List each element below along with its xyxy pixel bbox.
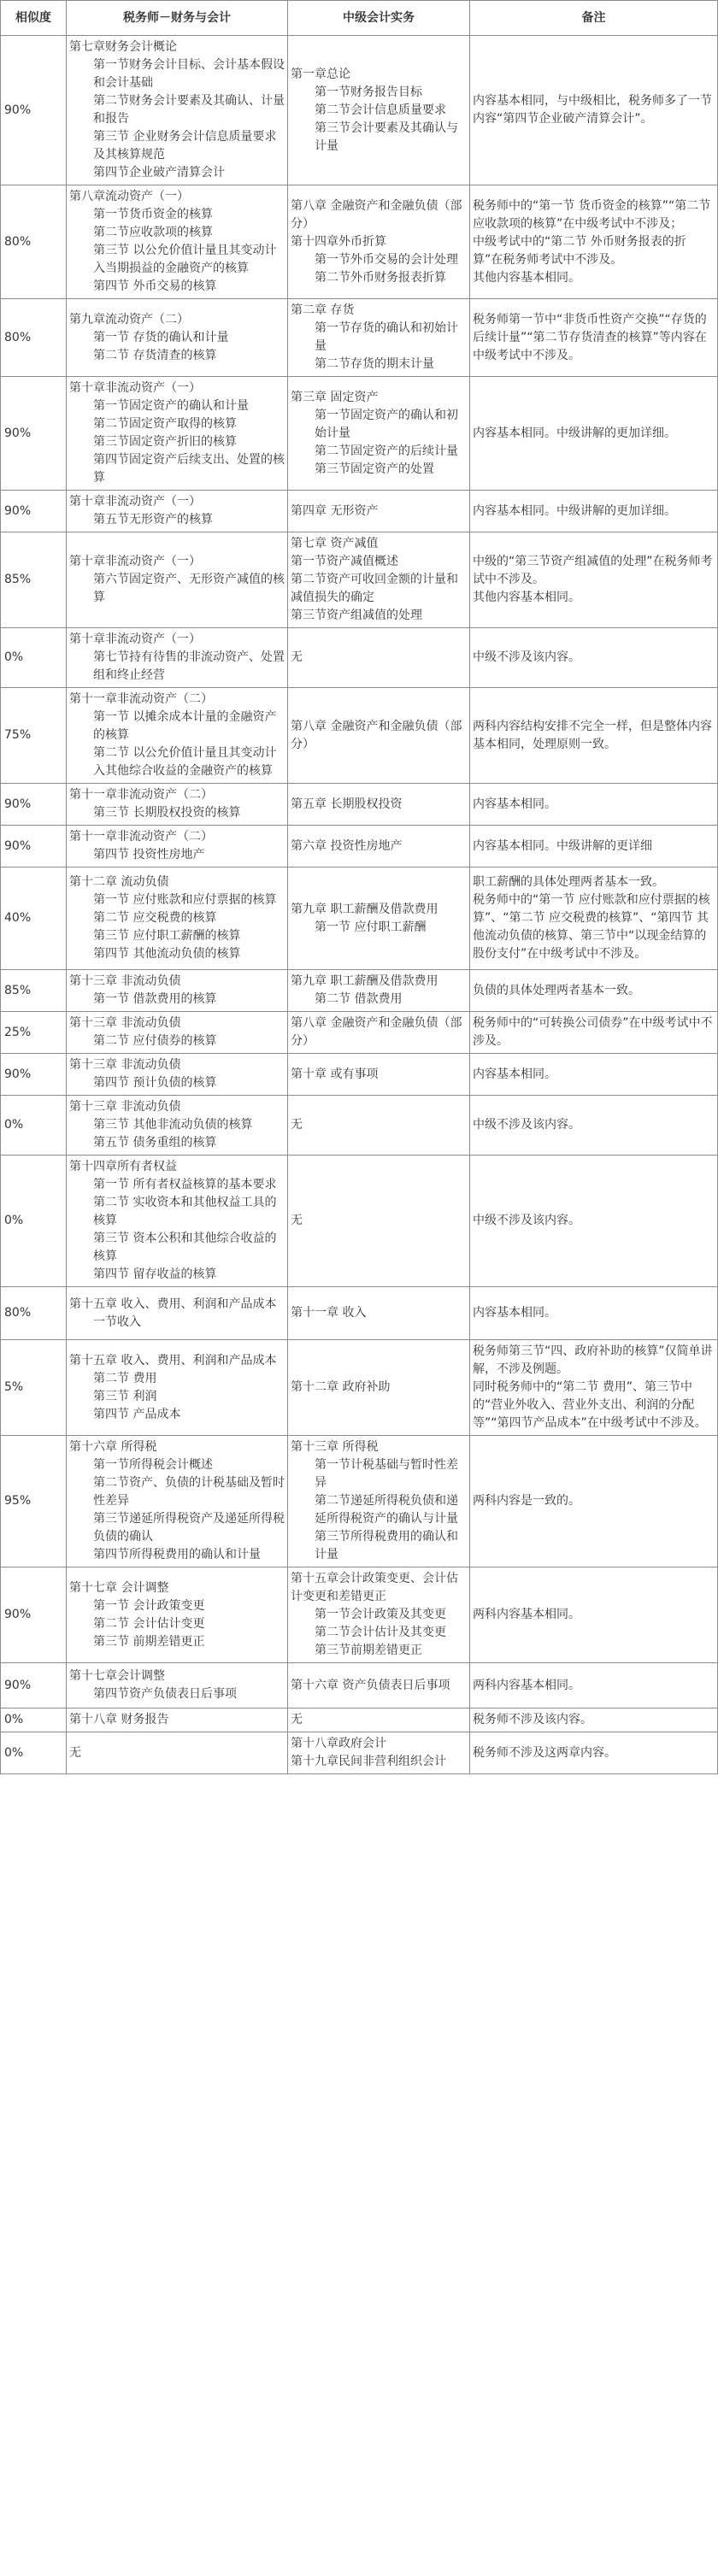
accounting-chapters-cell	[288, 688, 470, 784]
cell-line: 第七节持有待售的非流动资产、处置组和终止经营	[93, 650, 285, 682]
accounting-chapters-cell	[288, 867, 470, 970]
cell-line: 第五章 长期股权投资	[291, 797, 403, 811]
tax-chapters-cell	[67, 1156, 288, 1287]
similarity-cell: 90%	[1, 1567, 67, 1663]
cell-line: 第十八章政府会计	[291, 1737, 386, 1750]
remark-line: 内容基本相同。中级讲解的更加详细。	[473, 503, 676, 518]
similarity-cell: 40%	[1, 867, 67, 970]
accounting-chapters-cell	[288, 826, 470, 867]
tax-chapters-cell	[67, 185, 288, 299]
tax-chapters-cell	[67, 1340, 288, 1436]
header-similarity: 相似度	[1, 1, 67, 36]
tax-chapters-cell	[67, 1436, 288, 1567]
cell-line: 第七章财务会计概论	[69, 40, 177, 54]
cell-line: 第二节 实收资本和其他权益工具的核算	[93, 1196, 277, 1227]
similarity-cell: 0%	[1, 1096, 67, 1156]
accounting-chapters-cell	[288, 299, 470, 377]
cell-line: 第十五章会计政策变更、会计估计变更和差错更正	[291, 1572, 458, 1603]
cell-line: 第一节所得税会计概述	[93, 1458, 213, 1472]
table-row	[1, 1663, 718, 1709]
table-row	[1, 1436, 718, 1567]
header-intermediate-accounting: 中级会计实务	[288, 1, 470, 36]
cell-line: 第一节货币资金的核算	[93, 208, 213, 221]
table-row	[1, 1732, 718, 1774]
similarity-cell: 5%	[1, 1340, 67, 1436]
cell-line: 第二节固定资产取得的核算	[93, 417, 237, 431]
cell-line: 第二节资产、负债的计税基础及暂时性差异	[93, 1476, 285, 1508]
cell-line: 第十一章非流动资产（二）	[69, 788, 213, 802]
header-row	[1, 1, 718, 36]
tax-chapters-cell	[67, 1663, 288, 1709]
remarks-cell	[470, 1340, 718, 1436]
cell-line: 第二节 会计估计变更	[93, 1616, 205, 1631]
cell-line: 第三节资产组减值的处理	[291, 609, 422, 622]
cell-line: 第一节外币交易的会计处理	[315, 252, 458, 267]
table-row	[1, 185, 718, 299]
similarity-cell: 90%	[1, 784, 67, 826]
accounting-chapters-cell	[288, 491, 470, 532]
remark-line: 税务师不涉及该内容。	[473, 1713, 592, 1726]
cell-line: 第一节 应付职工薪酬	[315, 920, 427, 934]
remarks-cell	[470, 688, 718, 784]
accounting-chapters-cell	[288, 1567, 470, 1663]
cell-line: 第二节 费用	[93, 1371, 157, 1385]
accounting-chapters-cell	[288, 970, 470, 1012]
cell-line: 第一节 借款费用的核算	[93, 992, 217, 1006]
cell-line: 第十三章 所得税	[291, 1440, 379, 1454]
cell-line: 第九章 职工薪酬及借款费用	[291, 974, 438, 988]
remarks-cell	[470, 1287, 718, 1340]
remarks-cell	[470, 1663, 718, 1709]
cell-line: 第四节 其他流动负债的核算	[93, 947, 241, 961]
table-row	[1, 377, 718, 491]
similarity-cell: 90%	[1, 36, 67, 185]
similarity-cell: 95%	[1, 1436, 67, 1567]
cell-line: 第一节 存货的确认和计量	[93, 330, 229, 344]
cell-line: 第二节固定资产的后续计量	[315, 444, 458, 458]
cell-line: 第十三章 非流动负债	[69, 1058, 181, 1072]
similarity-cell: 90%	[1, 377, 67, 491]
remarks-cell	[470, 532, 718, 628]
remarks-cell	[470, 36, 718, 185]
similarity-cell: 75%	[1, 688, 67, 784]
cell-line: 第三节前期差错更正	[315, 1644, 422, 1657]
cell-line: 第二节会计估计及其变更	[315, 1626, 446, 1639]
cell-line: 第三节 利润	[93, 1389, 157, 1403]
cell-line: 第四节所得税费用的确认和计量	[93, 1548, 261, 1561]
table-row	[1, 36, 718, 185]
remark-line: 两科内容基本相同。	[473, 1608, 580, 1621]
cell-line: 第十二章 流动负债	[69, 875, 169, 889]
cell-line: 第十章非流动资产（一）	[69, 381, 201, 395]
cell-line: 第四节 产品成本	[93, 1407, 181, 1421]
cell-line: 第二节 应付债券的核算	[93, 1034, 217, 1048]
cell-line: 第二节应收款项的核算	[93, 226, 213, 239]
cell-line: 无	[291, 1713, 303, 1726]
cell-line: 第五节 债务重组的核算	[93, 1136, 217, 1150]
cell-line: 第一节财务会计目标、会计基本假设和会计基础	[93, 58, 285, 90]
tax-chapters-cell	[67, 628, 288, 688]
similarity-cell: 0%	[1, 628, 67, 688]
cell-line: 第十三章 非流动负债	[69, 1016, 181, 1030]
remarks-cell	[470, 299, 718, 377]
remarks-cell	[470, 867, 718, 970]
remark-line: 内容基本相同。中级讲解的更加详细。	[473, 426, 676, 440]
table-row	[1, 784, 718, 826]
remarks-cell	[470, 784, 718, 826]
cell-line: 第十三章 非流动负债	[69, 974, 181, 988]
cell-line: 第十章非流动资产（一）	[69, 555, 201, 568]
similarity-cell: 90%	[1, 1663, 67, 1709]
cell-line: 第四节 外币交易的核算	[93, 279, 217, 293]
similarity-cell: 0%	[1, 1709, 67, 1732]
similarity-cell: 90%	[1, 491, 67, 532]
remark-line: 中级的“第三节资产组减值的处理”在税务师考试中不涉及。	[473, 555, 713, 586]
tax-chapters-cell	[67, 784, 288, 826]
cell-line: 第三节固定资产折旧的核算	[93, 435, 237, 449]
accounting-chapters-cell	[288, 1012, 470, 1054]
cell-line: 第三节 前期差错更正	[93, 1634, 205, 1649]
remark-line: 税务师中的“第一节 应付账款和应付票据的核算”、“第二节 应交税费的核算”、“第四节 其他流动负债的核算、第三节中“以现金结算的股份支付”在中级考试中不涉及。	[473, 893, 710, 961]
remarks-cell	[470, 1709, 718, 1732]
cell-line: 第二节外币财务报表折算	[315, 270, 446, 285]
cell-line: 一节收入	[93, 1314, 141, 1329]
cell-line: 第十章非流动资产（一）	[69, 495, 201, 509]
cell-line: 第二节财务会计要素及其确认、计量和报告	[93, 94, 285, 126]
similarity-cell: 25%	[1, 1012, 67, 1054]
table-row	[1, 970, 718, 1012]
cell-line: 第十九章民间非营利组织会计	[291, 1755, 446, 1768]
similarity-cell: 0%	[1, 1732, 67, 1774]
cell-line: 第一节会计政策及其变更	[315, 1608, 446, 1621]
cell-line: 第十五章 收入、费用、利润和产品成本	[69, 1297, 277, 1311]
table-row	[1, 532, 718, 628]
table-row	[1, 1054, 718, 1096]
remarks-cell	[470, 628, 718, 688]
table-row	[1, 1287, 718, 1340]
remarks-cell	[470, 491, 718, 532]
remarks-cell	[470, 1436, 718, 1567]
cell-line: 第一章总论	[291, 67, 350, 81]
cell-line: 无	[69, 1745, 81, 1760]
cell-line: 第一节固定资产的确认和初始计量	[315, 408, 458, 440]
cell-line: 第十章非流动资产（一）	[69, 632, 201, 646]
cell-line: 第十一章非流动资产（二）	[69, 830, 213, 844]
remarks-cell	[470, 1012, 718, 1054]
accounting-chapters-cell	[288, 1340, 470, 1436]
cell-line: 第十二章 政府补助	[291, 1380, 391, 1394]
cell-line: 第四节企业破产清算会计	[93, 166, 225, 179]
cell-line: 第八章流动资产（一）	[69, 190, 189, 203]
cell-line: 第十四章所有者权益	[69, 1160, 177, 1173]
cell-line: 第十七章会计调整	[69, 1669, 165, 1683]
similarity-cell: 90%	[1, 826, 67, 867]
cell-line: 第二章 存货	[291, 303, 355, 317]
cell-line: 第三节 长期股权投资的核算	[93, 806, 241, 820]
cell-line: 第五节无形资产的核算	[93, 513, 213, 526]
accounting-chapters-cell	[288, 1663, 470, 1709]
table-row	[1, 1156, 718, 1287]
cell-line: 第一节财务报告目标	[315, 85, 422, 99]
remark-line: 中级不涉及该内容。	[473, 1214, 580, 1227]
cell-line: 第四章 无形资产	[291, 503, 379, 518]
similarity-cell: 80%	[1, 299, 67, 377]
cell-line: 无	[291, 1214, 303, 1227]
cell-line: 无	[291, 650, 303, 664]
cell-line: 第十五章 收入、费用、利润和产品成本	[69, 1353, 277, 1367]
cell-line: 第一节固定资产的确认和计量	[93, 399, 249, 413]
tax-chapters-cell	[67, 532, 288, 628]
accounting-chapters-cell	[288, 1436, 470, 1567]
cell-line: 第十六章 资产负债表日后事项	[291, 1678, 450, 1692]
table-row	[1, 688, 718, 784]
cell-line: 第一节资产减值概述	[291, 555, 398, 568]
tax-chapters-cell	[67, 826, 288, 867]
cell-line: 第一节 会计政策变更	[93, 1598, 205, 1613]
cell-line: 第三节 企业财务会计信息质量要求及其核算规范	[93, 130, 277, 162]
similarity-cell: 80%	[1, 185, 67, 299]
tax-chapters-cell	[67, 970, 288, 1012]
remark-line: 税务师第三节“四、政府补助的核算”仅简单讲解，不涉及例题。	[473, 1344, 713, 1376]
cell-line: 第三节 以公允价值计量且其变动计入当期损益的金融资产的核算	[93, 244, 277, 275]
similarity-cell: 90%	[1, 1054, 67, 1096]
cell-line: 第八章 金融资产和金融负债（部分）	[291, 198, 462, 231]
cell-line: 第三节 其他非流动负债的核算	[93, 1118, 253, 1132]
cell-line: 第四节 预计负债的核算	[93, 1076, 217, 1090]
remark-line: 其他内容基本相同。	[473, 270, 580, 285]
tax-chapters-cell	[67, 377, 288, 491]
accounting-chapters-cell	[288, 377, 470, 491]
remark-line: 内容基本相同，与中级相比，税务师多了一节内容“第四节企业破产清算会计”。	[473, 94, 712, 126]
remarks-cell	[470, 1567, 718, 1663]
remark-line: 税务师中的“第一节 货币资金的核算”“第二节 应收款项的核算”在中级考试中不涉及；	[473, 198, 711, 231]
cell-line: 第十四章外币折算	[291, 234, 386, 249]
accounting-chapters-cell	[288, 1732, 470, 1774]
remark-line: 两科内容是一致的。	[473, 1494, 580, 1508]
similarity-cell: 80%	[1, 1287, 67, 1340]
similarity-cell: 0%	[1, 1156, 67, 1287]
tax-chapters-cell	[67, 1709, 288, 1732]
cell-line: 第九章 职工薪酬及借款费用	[291, 902, 438, 916]
table-row	[1, 1012, 718, 1054]
remark-line: 内容基本相同。中级讲解的更详细	[473, 838, 652, 853]
table-row	[1, 1567, 718, 1663]
remark-line: 两科内容基本相同。	[473, 1678, 580, 1692]
remark-line: 两科内容结构安排不完全一样，但是整体内容基本相同，处理原则一致。	[473, 719, 712, 751]
tax-chapters-cell	[67, 1054, 288, 1096]
accounting-chapters-cell	[288, 1709, 470, 1732]
cell-line: 第三节会计要素及其确认与计量	[315, 121, 458, 153]
cell-line: 第十八章 财务报告	[69, 1713, 169, 1726]
cell-line: 第六章 投资性房地产	[291, 838, 403, 853]
table-row	[1, 867, 718, 970]
header-remarks: 备注	[470, 1, 718, 36]
tax-chapters-cell	[67, 299, 288, 377]
remarks-cell	[470, 826, 718, 867]
remarks-cell	[470, 1096, 718, 1156]
remarks-cell	[470, 970, 718, 1012]
cell-line: 第三节 资本公积和其他综合收益的核算	[93, 1232, 277, 1263]
accounting-chapters-cell	[288, 1287, 470, 1340]
remark-line: 中级不涉及该内容。	[473, 650, 580, 664]
table-body	[1, 36, 718, 1774]
cell-line: 第八章 金融资产和金融负债（部分）	[291, 1016, 462, 1048]
accounting-chapters-cell	[288, 628, 470, 688]
table-row	[1, 1340, 718, 1436]
remarks-cell	[470, 377, 718, 491]
cell-line: 第二节会计信息质量要求	[315, 103, 446, 117]
accounting-chapters-cell	[288, 1096, 470, 1156]
remark-line: 其他内容基本相同。	[473, 591, 580, 604]
tax-chapters-cell	[67, 491, 288, 532]
cell-line: 第二节 借款费用	[315, 992, 403, 1006]
remarks-cell	[470, 1156, 718, 1287]
cell-line: 第八章 金融资产和金融负债（部分）	[291, 719, 462, 751]
accounting-chapters-cell	[288, 532, 470, 628]
cell-line: 第四节 留存收益的核算	[93, 1267, 217, 1281]
tax-chapters-cell	[67, 688, 288, 784]
remark-line: 税务师第一节中“非货币性资产交换”“存货的后续计量”“第二节存货清查的核算”等内容在中级考试中不涉及。	[473, 312, 707, 362]
cell-line: 第二节 应交税费的核算	[93, 911, 217, 925]
cell-line: 第二节 存货清查的核算	[93, 348, 217, 362]
remark-line: 负债的具体处理两者基本一致。	[473, 983, 640, 997]
tax-chapters-cell	[67, 1732, 288, 1774]
cell-line: 第十一章非流动资产（二）	[69, 692, 213, 706]
remarks-cell	[470, 185, 718, 299]
cell-line: 第十六章 所得税	[69, 1440, 157, 1454]
tax-chapters-cell	[67, 867, 288, 970]
table-row	[1, 299, 718, 377]
remark-line: 同时税务师中的“第二节 费用”、第三节中的“营业外收入、营业外支出、利润的分配等”“第四节产品成本”在中级考试中不涉及。	[473, 1380, 707, 1430]
table-row	[1, 1709, 718, 1732]
tax-chapters-cell	[67, 1567, 288, 1663]
similarity-cell: 85%	[1, 532, 67, 628]
tax-chapters-cell	[67, 1012, 288, 1054]
cell-line: 第四节固定资产后续支出、处置的核算	[93, 453, 285, 485]
accounting-chapters-cell	[288, 1156, 470, 1287]
table-row	[1, 628, 718, 688]
remarks-cell	[470, 1732, 718, 1774]
remark-line: 职工薪酬的具体处理两者基本一致。	[473, 875, 664, 889]
tax-chapters-cell	[67, 1096, 288, 1156]
cell-line: 第十三章 非流动负债	[69, 1100, 181, 1114]
cell-line: 第二节资产可收回金额的计量和减值损失的确定	[291, 573, 458, 604]
cell-line: 第三节所得税费用的确认和计量	[315, 1530, 458, 1561]
cell-line: 第一节计税基础与暂时性差异	[315, 1458, 458, 1490]
cell-line: 第十一章 收入	[291, 1306, 367, 1320]
cell-line: 第九章流动资产（二）	[69, 312, 189, 326]
accounting-chapters-cell	[288, 36, 470, 185]
cell-line: 第二节递延所得税负债和递延所得税资产的确认与计量	[315, 1494, 458, 1526]
tax-chapters-cell	[67, 36, 288, 185]
cell-line: 无	[291, 1118, 303, 1132]
tax-chapters-cell	[67, 1287, 288, 1340]
remark-line: 内容基本相同。	[473, 1067, 556, 1081]
remark-line: 税务师不涉及这两章内容。	[473, 1745, 616, 1760]
cell-line: 第七章 资产减值	[291, 537, 379, 550]
cell-line: 第三节 应付职工薪酬的核算	[93, 929, 241, 943]
remark-line: 中级不涉及该内容。	[473, 1118, 580, 1132]
cell-line: 第一节 以摊余成本计量的金融资产的核算	[93, 710, 277, 742]
cell-line: 第三章 固定资产	[291, 390, 379, 404]
cell-line: 第四节资产负债表日后事项	[93, 1687, 237, 1701]
similarity-cell: 85%	[1, 970, 67, 1012]
header-tax-finance: 税务师－财务与会计	[67, 1, 288, 36]
table-row	[1, 1096, 718, 1156]
remark-line: 中级考试中的“第二节 外币财务报表的折算”在税务师考试中不涉及。	[473, 234, 686, 267]
cell-line: 第六节固定资产、无形资产减值的核算	[93, 573, 285, 604]
cell-line: 第一节 所有者权益核算的基本要求	[93, 1178, 277, 1191]
remarks-cell	[470, 1054, 718, 1096]
cell-line: 第十七章 会计调整	[69, 1580, 169, 1595]
table-row	[1, 491, 718, 532]
cell-line: 第四节 投资性房地产	[93, 848, 205, 862]
accounting-chapters-cell	[288, 185, 470, 299]
cell-line: 第二节存货的期末计量	[315, 357, 434, 371]
remark-line: 内容基本相同。	[473, 1306, 556, 1320]
remark-line: 税务师中的“可转换公司债券”在中级考试中不涉及。	[473, 1016, 713, 1048]
cell-line: 第一节 应付账款和应付票据的核算	[93, 893, 277, 907]
cell-line: 第十章 或有事项	[291, 1067, 379, 1081]
accounting-chapters-cell	[288, 784, 470, 826]
table-row	[1, 826, 718, 867]
cell-line: 第三节固定资产的处置	[315, 462, 434, 476]
cell-line: 第二节 以公允价值计量且其变动计入其他综合收益的金融资产的核算	[93, 746, 277, 778]
accounting-chapters-cell	[288, 1054, 470, 1096]
cell-line: 第一节存货的确认和初始计量	[315, 321, 458, 353]
remark-line: 内容基本相同。	[473, 797, 556, 811]
cell-line: 第三节递延所得税资产及递延所得税负债的确认	[93, 1512, 285, 1544]
